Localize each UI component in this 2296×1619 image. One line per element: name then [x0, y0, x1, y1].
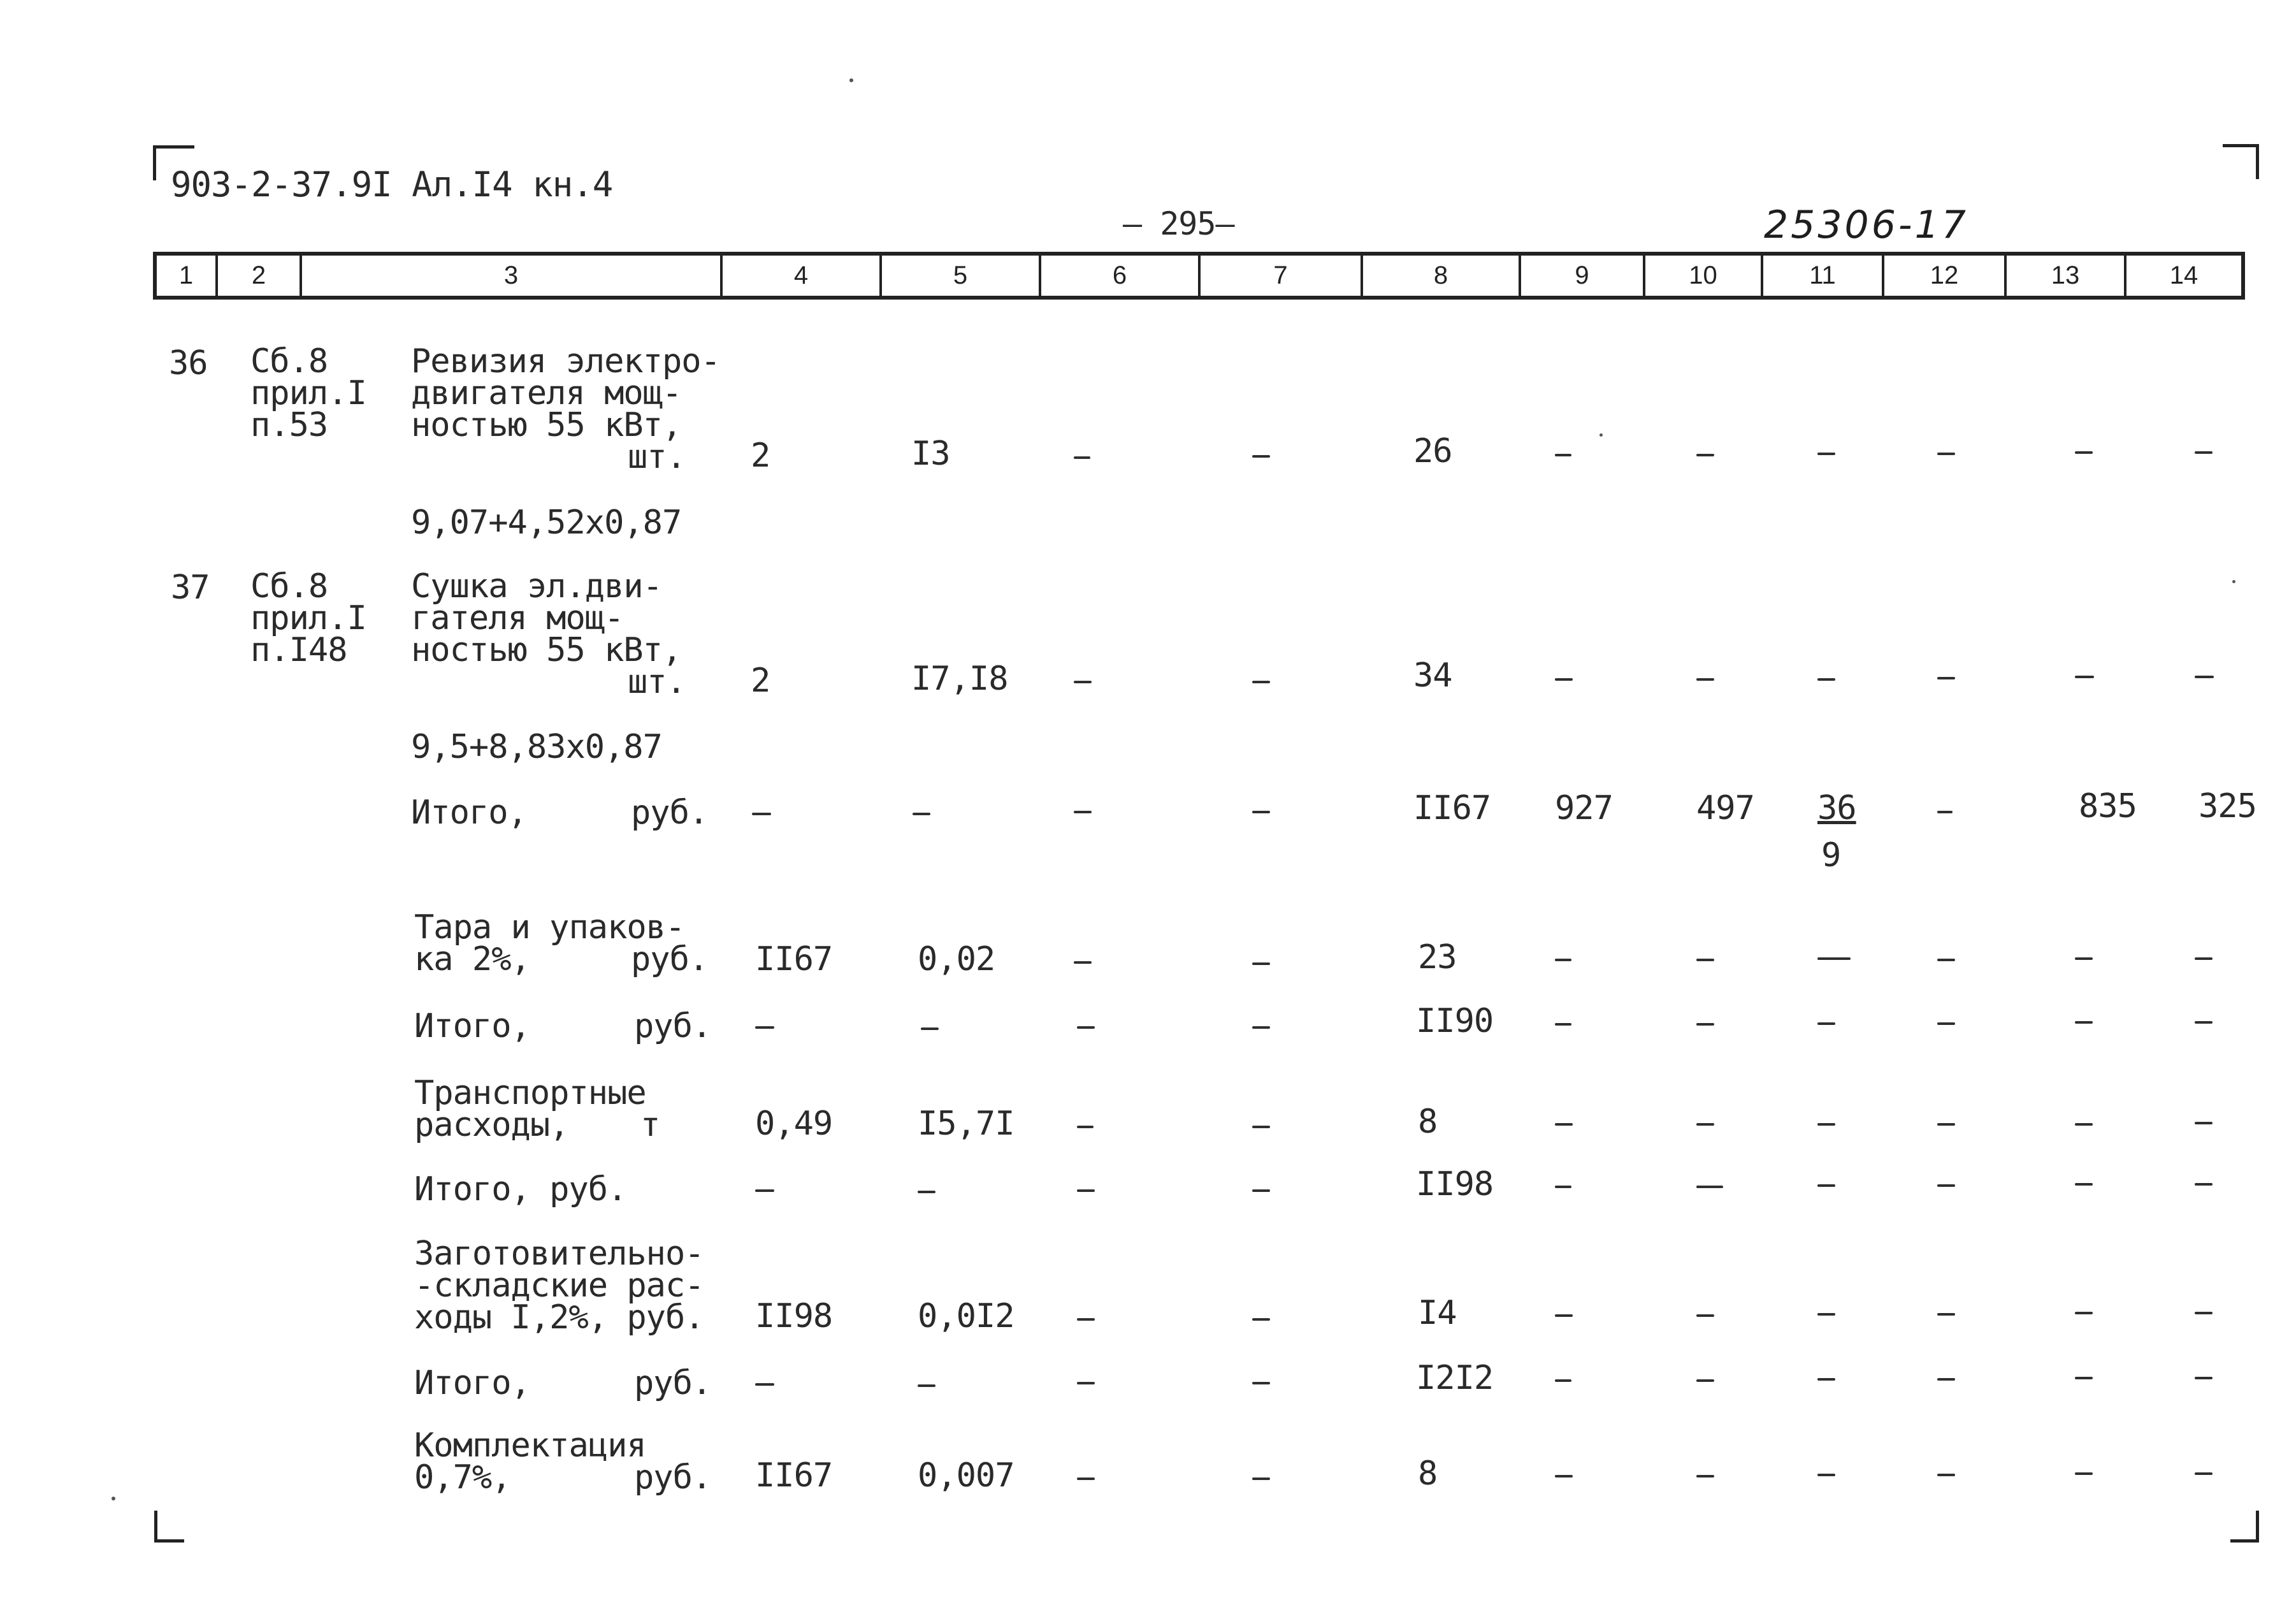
dash-mark: [1555, 454, 1571, 456]
dash-mark: [2195, 1312, 2213, 1314]
corner-mark-bottom-left: [154, 1511, 184, 1543]
description-line: Ревизия электро-: [411, 342, 720, 381]
reference-line: п.53: [250, 406, 328, 444]
dash-mark: [755, 1189, 774, 1192]
reference-line: прил.I: [250, 374, 366, 412]
dash-mark: [1074, 811, 1092, 813]
dash-mark: [2195, 957, 2213, 960]
base-value: II98: [755, 1297, 833, 1335]
item-reference: [250, 567, 366, 669]
dash-mark: [2195, 1183, 2213, 1186]
column-header: 13: [2007, 256, 2126, 296]
quantity-value: 2: [751, 662, 770, 700]
dash-mark: [1937, 1313, 1955, 1316]
dash-mark: [918, 1191, 935, 1193]
dash-mark: [2075, 451, 2093, 454]
column-header: 11: [1763, 256, 1884, 296]
dash-mark: [1696, 1186, 1723, 1188]
calculation-formula: 9,07+4,52х0,87: [411, 504, 682, 542]
label-unit: т: [640, 1106, 660, 1144]
document-code: 903-2-37.9I Ал.I4 кн.4: [171, 164, 613, 205]
reference-line: прил.I: [250, 599, 366, 637]
dash-mark: [1555, 1186, 1571, 1188]
reference-line: Сб.8: [250, 342, 328, 381]
dash-mark: [1696, 1023, 1714, 1026]
base-value: II67: [755, 940, 833, 978]
base-value: II67: [755, 1456, 833, 1495]
dash-mark: [1696, 959, 1714, 961]
price-value: I7,I8: [911, 660, 1008, 698]
label-line: Тара и упаков-: [414, 908, 685, 947]
label-line: 0,7%,: [414, 1458, 511, 1497]
rate-value: I5,7I: [918, 1105, 1014, 1143]
dash-mark: [1555, 678, 1573, 681]
dash-mark: [1555, 1123, 1573, 1126]
dash-mark: [1937, 1022, 1955, 1025]
dash-mark: [1074, 456, 1090, 459]
label-unit: руб.: [631, 940, 709, 978]
dash-mark: [1937, 1474, 1955, 1476]
column-header: 3: [302, 256, 723, 296]
corner-mark-top-right: [2223, 144, 2259, 179]
description-line: ностью 55 кВт,: [411, 631, 682, 669]
dash-mark: [1696, 1314, 1714, 1317]
dash-mark: [1555, 1314, 1573, 1317]
dash-mark: [1696, 1123, 1714, 1126]
column-header: 7: [1201, 256, 1363, 296]
dash-mark: [1817, 1313, 1835, 1316]
dash-mark: [1077, 1382, 1095, 1384]
item-number: 36: [169, 344, 208, 382]
column-header: 9: [1521, 256, 1645, 296]
dash-mark: [1696, 678, 1714, 681]
total-value: II67: [1413, 789, 1491, 827]
dash-mark: [1696, 1379, 1714, 1382]
summary-unit: руб.: [634, 1007, 712, 1045]
summary-label: Итого, руб.: [414, 1170, 627, 1209]
dash-mark: [913, 813, 930, 815]
description-line: ностью 55 кВт,: [411, 406, 682, 444]
column-10-value: 497: [1696, 789, 1754, 827]
description-line: двигателя мощ-: [411, 374, 682, 412]
dash-mark: [921, 1027, 939, 1030]
summary-label: Итого,: [414, 1364, 530, 1402]
calculation-formula: 9,5+8,83х0,87: [411, 728, 662, 766]
dash-mark: [755, 1026, 774, 1029]
column-header-row: [153, 252, 2245, 300]
dash-mark: [918, 1384, 935, 1387]
dash-mark: [1937, 959, 1955, 961]
column-header: 5: [882, 256, 1041, 296]
page-number: — 295—: [1123, 205, 1234, 242]
label-line: -складские рас-: [414, 1267, 704, 1305]
dash-mark: [1077, 1477, 1095, 1480]
dash-mark: [1937, 1184, 1955, 1187]
dash-mark: [752, 813, 771, 815]
speck: [2232, 580, 2235, 583]
dash-mark: [2195, 676, 2214, 678]
rate-value: 0,02: [918, 940, 995, 978]
dash-mark: [1252, 1126, 1270, 1128]
total-value: I2I2: [1416, 1359, 1494, 1397]
dash-mark: [1555, 1379, 1571, 1382]
handwritten-stamp-number: 25306-17: [1764, 203, 1968, 247]
label-line: ходы I,2%, руб.: [414, 1298, 704, 1337]
rate-value: 0,007: [918, 1456, 1014, 1495]
dash-mark: [1252, 1318, 1270, 1321]
dash-mark: [1817, 957, 1851, 960]
item-description: [411, 342, 720, 476]
dash-mark: [1074, 961, 1092, 964]
dash-mark: [1937, 677, 1955, 679]
dash-mark: [1252, 681, 1270, 683]
label-line: Заготовительно-: [414, 1235, 704, 1273]
description-line: Сушка эл.дви-: [411, 567, 662, 606]
dash-mark: [1252, 811, 1270, 813]
dash-mark: [1937, 811, 1953, 813]
dash-mark: [1252, 455, 1270, 458]
column-11-value-bottom: 9: [1821, 836, 1841, 875]
reference-line: Сб.8: [250, 567, 328, 606]
column-14-value: 325: [2199, 787, 2256, 825]
item-reference: [250, 342, 366, 444]
column-header: 14: [2169, 261, 2199, 289]
summary-unit: руб.: [631, 794, 709, 832]
dash-mark: [1937, 453, 1955, 455]
corner-mark-bottom-right: [2230, 1511, 2259, 1543]
label-line: Комплектация: [414, 1427, 646, 1465]
komplektatsiya-label: [414, 1427, 714, 1497]
item-description: [411, 567, 686, 701]
column-header: 6: [1041, 256, 1201, 296]
label-unit: руб.: [634, 1458, 712, 1497]
column-header: 1: [157, 256, 218, 296]
dash-mark: [2075, 1123, 2093, 1126]
item-number: 37: [171, 569, 210, 607]
summary-unit: руб.: [634, 1364, 712, 1402]
speck: [849, 78, 853, 82]
label-line: ка 2%,: [414, 940, 530, 978]
total-value: 26: [1413, 432, 1452, 470]
speck: [112, 1497, 115, 1500]
base-value: 0,49: [755, 1105, 833, 1143]
dash-mark: [2195, 1377, 2213, 1379]
dash-mark: [1817, 1378, 1835, 1381]
tara-label: [414, 908, 714, 978]
dash-mark: [2075, 1377, 2093, 1379]
total-value: 34: [1413, 657, 1452, 695]
dash-mark: [2195, 1021, 2213, 1024]
label-line: расходы,: [414, 1106, 569, 1144]
zagotovitelno-label: [414, 1235, 704, 1337]
dash-mark: [2075, 1183, 2093, 1186]
total-value: I4: [1418, 1294, 1457, 1332]
rate-value: 0,0I2: [918, 1297, 1014, 1335]
dash-mark: [1252, 1026, 1270, 1029]
description-line: шт.: [628, 663, 686, 701]
dash-mark: [1555, 1023, 1571, 1026]
column-header: 12: [1884, 256, 2007, 296]
dash-mark: [1817, 678, 1835, 681]
dash-mark: [2195, 1122, 2213, 1124]
total-value: 8: [1418, 1455, 1438, 1493]
dash-mark: [1555, 959, 1571, 961]
dash-mark: [1555, 1475, 1573, 1477]
total-value: 23: [1418, 938, 1457, 976]
column-9-value: 927: [1555, 789, 1613, 827]
column-header: 4: [723, 256, 882, 296]
dash-mark: [1252, 1382, 1270, 1384]
dash-mark: [1252, 962, 1270, 965]
dash-mark: [2075, 676, 2094, 678]
column-11-value-top: 36: [1817, 789, 1856, 827]
dash-mark: [1937, 1378, 1955, 1381]
dash-mark: [1817, 1123, 1835, 1126]
dash-mark: [1817, 1474, 1835, 1476]
dash-mark: [1074, 681, 1092, 683]
dash-mark: [1696, 1475, 1714, 1477]
dash-mark: [1817, 1184, 1835, 1187]
dash-mark: [2075, 1472, 2093, 1475]
description-line: шт.: [628, 438, 686, 476]
dash-mark: [755, 1383, 774, 1386]
total-value: II90: [1416, 1002, 1494, 1040]
summary-label: Итого,: [411, 794, 527, 832]
dash-mark: [2075, 957, 2093, 960]
column-13-value: 835: [2079, 787, 2137, 825]
dash-mark: [1937, 1123, 1955, 1126]
dash-mark: [1077, 1126, 1094, 1128]
dash-mark: [1077, 1026, 1095, 1029]
column-header: 2: [218, 256, 302, 296]
quantity-value: 2: [751, 437, 770, 475]
dash-mark: [1077, 1318, 1095, 1321]
column-header: 10: [1645, 256, 1763, 296]
dash-mark: [1252, 1189, 1270, 1192]
total-value: 8: [1418, 1103, 1438, 1141]
label-line: Транспортные: [414, 1074, 646, 1112]
speck: [1599, 433, 1603, 437]
reference-line: п.I48: [250, 631, 347, 669]
price-value: I3: [911, 435, 950, 473]
dash-mark: [2195, 1472, 2213, 1475]
transport-label: [414, 1074, 714, 1144]
total-value: II98: [1416, 1165, 1494, 1203]
dash-mark: [1817, 453, 1835, 455]
dash-mark: [2075, 1021, 2093, 1024]
summary-label: Итого,: [414, 1007, 530, 1045]
dash-mark: [1817, 1022, 1835, 1025]
column-header: 8: [1363, 256, 1521, 296]
dash-mark: [1252, 1477, 1270, 1480]
dash-mark: [1077, 1189, 1095, 1192]
dash-mark: [2075, 1312, 2093, 1314]
dash-mark: [1696, 454, 1714, 456]
description-line: гателя мощ-: [411, 599, 624, 637]
dash-mark: [2195, 451, 2213, 454]
